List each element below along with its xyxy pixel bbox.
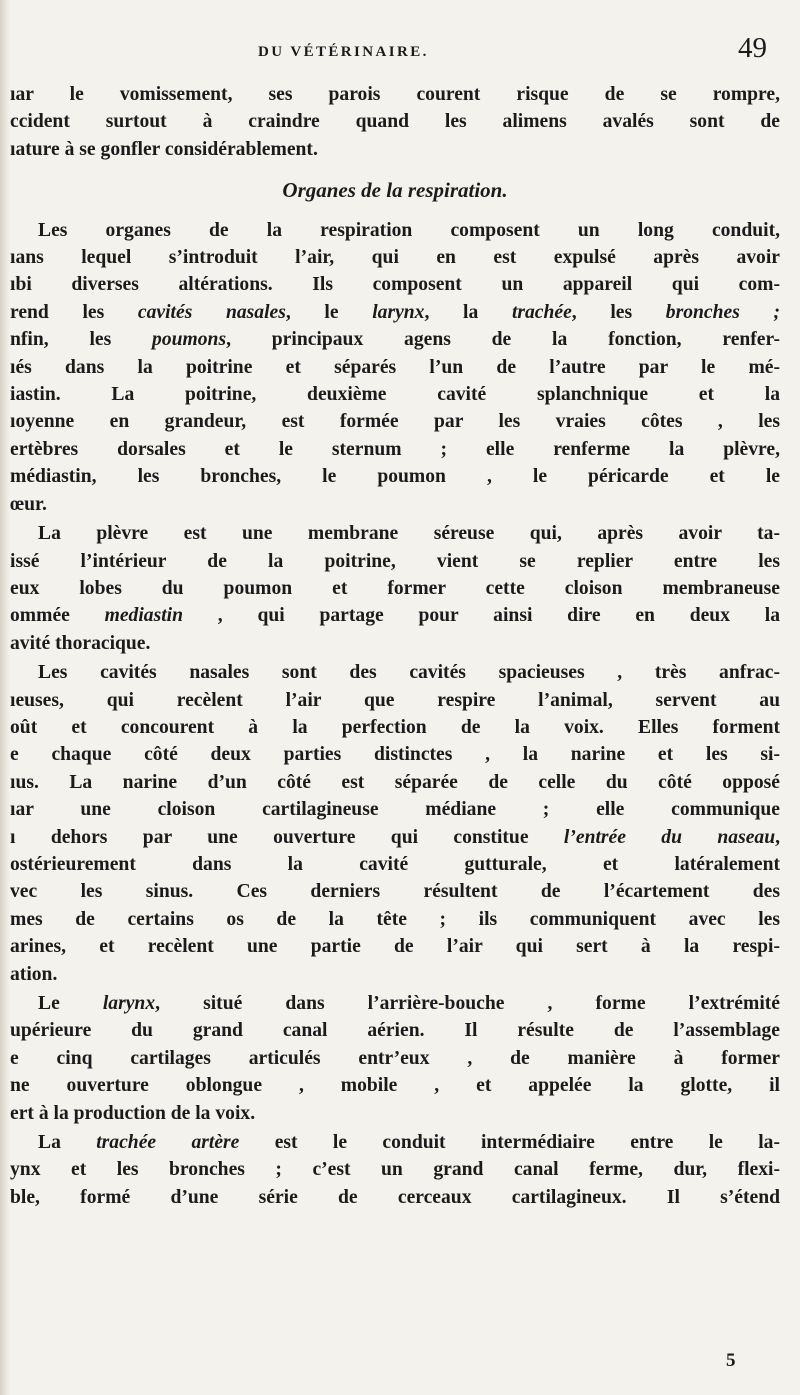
text-line: rend les cavités nasales, le larynx, la trachée, les bronches ; (10, 301, 780, 323)
text-line: Les cavités nasales sont des cavités spacieuses , très anfrac- (38, 662, 780, 684)
text-line: ynx et les bronches ; c’est un grand canal ferme, dur, flexi- (10, 1159, 780, 1181)
text-line: La trachée artère est le conduit intermédiaire entre le la- (38, 1132, 780, 1154)
binding-shadow (0, 0, 10, 1395)
body-text (10, 81, 780, 1211)
text-line: nfin, les poumons, principaux agens de la fonction, renfer- (10, 329, 781, 351)
text-line: issé l’intérieur de la poitrine, vient se replier entre les (10, 550, 780, 572)
text-line: iastin. La poitrine, deuxième cavité splanchnique et la (10, 384, 780, 406)
text-line: ıature à se gonfler considérablement. (10, 138, 318, 160)
text-line: ıés dans la poitrine et séparés l’un de l’autre par le mé- (10, 356, 780, 378)
text-line: avité thoracique. (10, 632, 151, 654)
signature-mark: 5 (726, 1350, 736, 1371)
text-line: ıbi diverses altérations. Ils composent un appareil qui com- (10, 274, 780, 296)
running-head: DU VÉTÉRINAIRE. (258, 44, 429, 60)
text-line: mes de certains os de la tête ; ils communiquent avec les (10, 908, 780, 930)
text-line: e chaque côté deux parties distinctes , la narine et les si- (10, 744, 780, 766)
text-line: ble, formé d’une série de cerceaux cartilagineux. Il s’étend (10, 1186, 780, 1208)
section-heading: Organes de la respiration. (282, 178, 508, 203)
text-line: ı dehors par une ouverture qui constitue l’entrée du naseau, (10, 826, 780, 848)
text-line: ıoyenne en grandeur, est formée par les vraies côtes , les (10, 411, 780, 433)
text-line: ıans lequel s’introduit l’air, qui en est expulsé après avoir (10, 247, 780, 269)
text-line: e cinq cartilages articulés entr’eux , de manière à former (10, 1047, 780, 1069)
text-line: Le larynx, situé dans l’arrière-bouche , forme l’extrémité (38, 993, 780, 1014)
text-line: La plèvre est une membrane séreuse qui, après avoir ta- (38, 523, 780, 545)
text-line: ıus. La narine d’un côté est séparée de celle du côté opposé (10, 771, 780, 793)
text-line: Les organes de la respiration composent un long conduit, (38, 219, 780, 241)
text-line: ation. (10, 963, 58, 985)
text-line: médiastin, les bronches, le poumon , le péricarde et le (10, 466, 780, 488)
text-line: ertèbres dorsales et le sternum ; elle renferme la plèvre, (10, 438, 780, 460)
text-line: ıeuses, qui recèlent l’air que respire l’animal, servent au (10, 689, 780, 711)
text-line: upérieure du grand canal aérien. Il résulte de l’assemblage (10, 1020, 780, 1042)
text-line: ommée mediastin , qui partage pour ainsi dire en deux la (10, 605, 781, 627)
text-line: vec les sinus. Ces derniers résultent de l’écartement des (10, 881, 780, 903)
text-line: ıar le vomissement, ses parois courent risque de se rompre, (10, 84, 780, 105)
text-line: ne ouverture oblongue , mobile , et appelée la glotte, il (10, 1075, 780, 1097)
text-line: ostérieurement dans la cavité gutturale, et latéralement (10, 853, 780, 875)
text-line: eux lobes du poumon et former cette cloison membraneuse (10, 577, 780, 599)
text-line: ıar une cloison cartilagineuse médiane ; elle communique (10, 799, 780, 821)
page-header (0, 24, 800, 74)
text-line: arines, et recèlent une partie de l’air qui sert à la respi- (10, 936, 780, 958)
text-line: ccident surtout à craindre quand les alimens avalés sont de (10, 111, 780, 133)
text-line: oût et concourent à la perfection de la voix. Elles forment (10, 716, 780, 738)
page-number: 49 (738, 32, 767, 64)
text-line: œur. (10, 493, 47, 515)
text-line: ert à la production de la voix. (10, 1102, 256, 1124)
